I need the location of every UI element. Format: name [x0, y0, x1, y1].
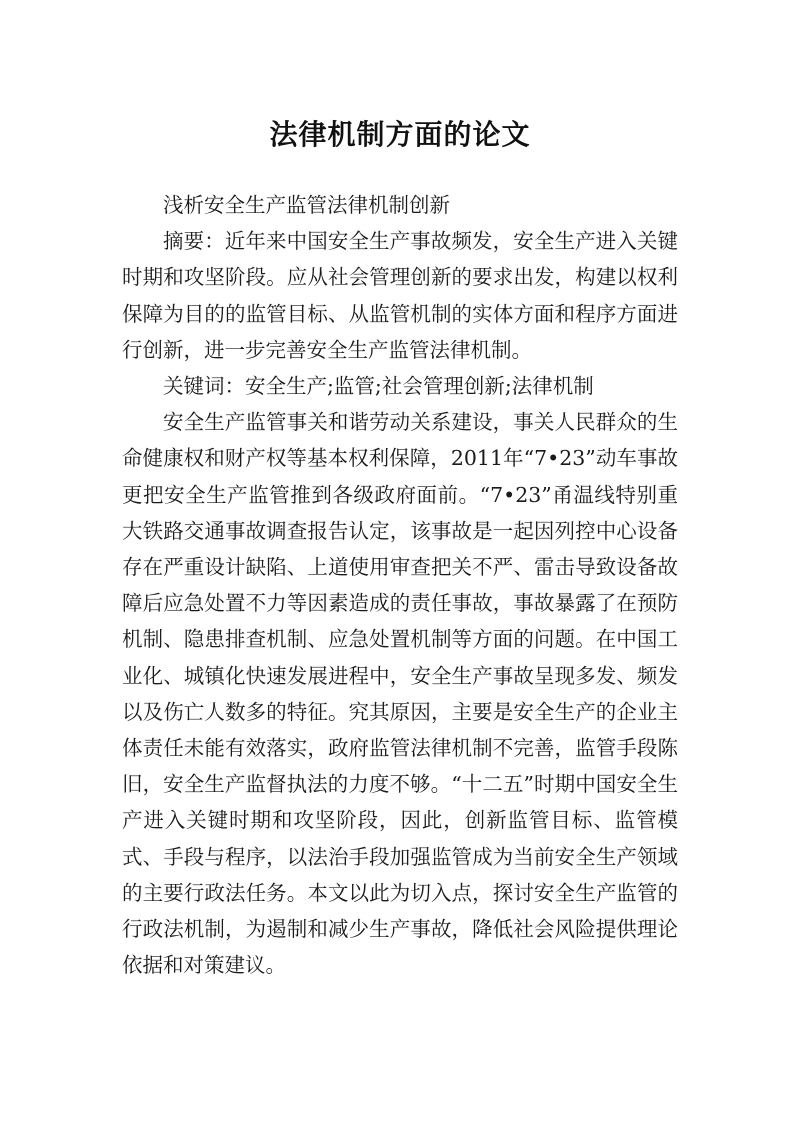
- abstract-paragraph: 摘要：近年来中国安全生产事故频发，安全生产进入关键时期和攻坚阶段。应从社会管理创新的要求出发，构建以权利保障为目的的监管目标、从监管机制的实体方面和程序方面进行创新，进一步完善安全生产监管法律机制。: [122, 229, 678, 362]
- keywords-paragraph: 关键词：安全生产;监管;社会管理创新;法律机制: [163, 374, 594, 399]
- document-content: [122, 187, 678, 983]
- paper-subtitle: 浅析安全生产监管法律机制创新: [163, 193, 450, 217]
- body-paragraph: 安全生产监管事关和谐劳动关系建设，事关人民群众的生命健康权和财产权等基本权利保障，2011年“7•23”动车事故更把安全生产监管推到各级政府面前。“7•23”甬温线特别重大铁路交通事故调查报告认定，该事故是一起因列控中心设备存在严重设计缺陷、上道使用审查把关不严、雷击导致设备故障后应急处置不力等因素造成的责任事故，事故暴露了在预防机制、隐患排查机制、应急处置机制等方面的问题。在中国工业化、城镇化快速发展进程中，安全生产事故呈现多发、频发以及伤亡人数多的特征。究其原因，主要是安全生产的企业主体责任未能有效落实，政府监管法律机制不完善，监管手段陈旧，安全生产监督执法的力度不够。“十二五”时期中国安全生产进入关键时期和攻坚阶段，因此，创新监管目标、监管模式、手段与程序，以法治手段加强监管成为当前安全生产领域的主要行政法任务。本文以此为切入点，探讨安全生产监管的行政法机制，为遏制和减少生产事故，降低社会风险提供理论依据和对策建议。: [122, 410, 678, 978]
- document-title: 法律机制方面的论文: [269, 117, 531, 151]
